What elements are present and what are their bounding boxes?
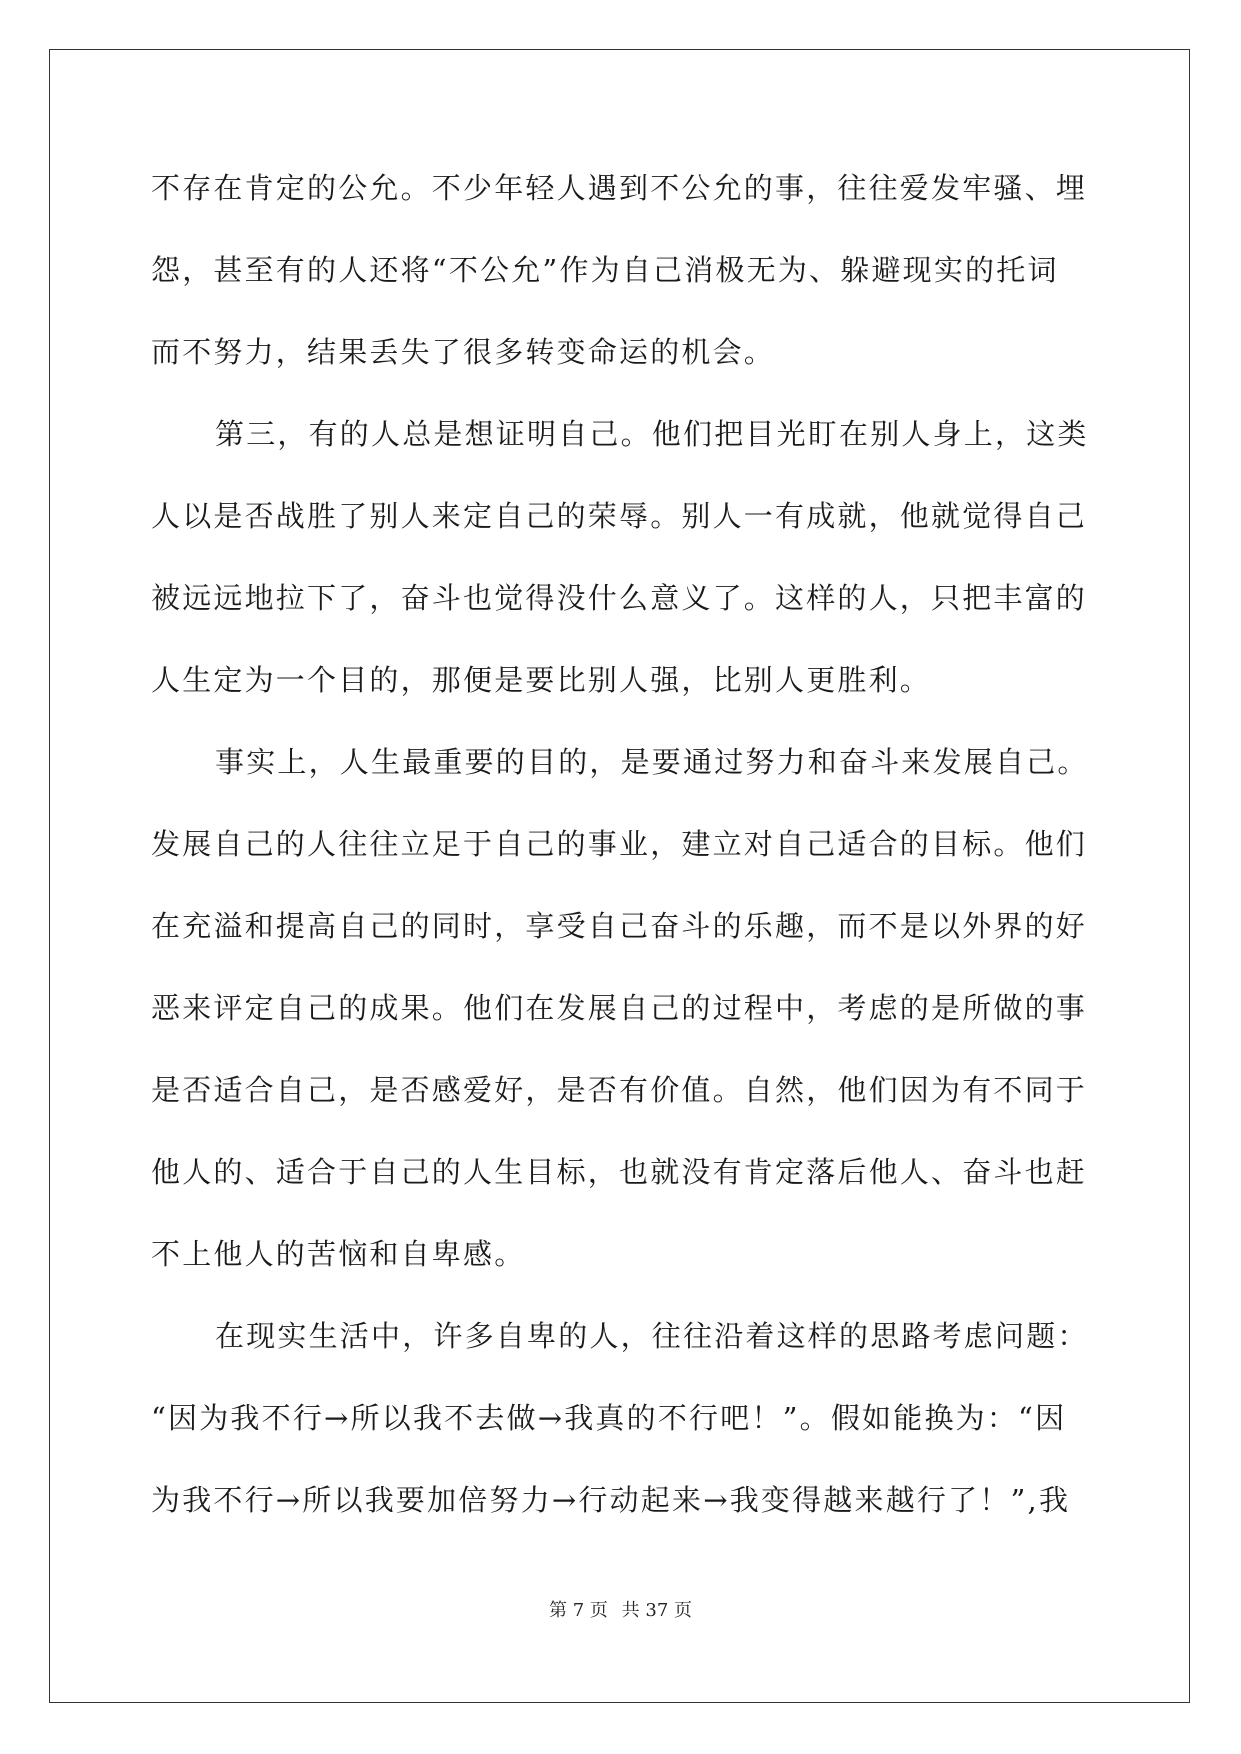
text-line: 在充溢和提高自己的同时，享受自己奋斗的乐趣，而不是以外界的好 bbox=[151, 909, 1088, 943]
paragraph-start-line: 事实上，人生最重要的目的，是要通过努力和奋斗来发展自己。 bbox=[215, 745, 1089, 779]
text-line: 不上他人的苦恼和自卑感。 bbox=[151, 1237, 526, 1271]
text-line: 而不努力，结果丢失了很多转变命运的机会。 bbox=[151, 335, 776, 369]
text-line: 发展自己的人往往立足于自己的事业，建立对自己适合的目标。他们 bbox=[151, 827, 1088, 861]
text-line: 人以是否战胜了别人来定自己的荣辱。别人一有成就，他就觉得自己 bbox=[151, 499, 1088, 533]
paragraph-start-line: 第三，有的人总是想证明自己。他们把目光盯在别人身上，这类 bbox=[215, 417, 1089, 451]
paragraph-start-line: 在现实生活中，许多自卑的人，往往沿着这样的思路考虑问题： bbox=[215, 1319, 1089, 1353]
text-line: “因为我不行→所以我不去做→我真的不行吧！”。假如能换为：“因 bbox=[151, 1401, 1067, 1435]
text-line: 为我不行→所以我要加倍努力→行动起来→我变得越来越行了！”,我 bbox=[151, 1483, 1071, 1517]
text-line: 不存在肯定的公允。不少年轻人遇到不公允的事，往往爱发牢骚、埋 bbox=[151, 171, 1088, 205]
page-total: 共 37 页 bbox=[621, 1600, 692, 1621]
text-line: 恶来评定自己的成果。他们在发展自己的过程中，考虑的是所做的事 bbox=[151, 991, 1088, 1025]
text-line: 怨，甚至有的人还将“不公允”作为自己消极无为、躲避现实的托词 bbox=[151, 253, 1059, 287]
page-number: 第 7 页 bbox=[549, 1600, 608, 1621]
text-line: 人生定为一个目的，那便是要比别人强，比别人更胜利。 bbox=[151, 663, 932, 697]
page-footer bbox=[0, 1596, 1241, 1622]
document-body bbox=[151, 158, 1091, 1552]
text-line: 他人的、适合于自己的人生目标，也就没有肯定落后他人、奋斗也赶 bbox=[151, 1155, 1088, 1189]
text-line: 是否适合自己，是否感爱好，是否有价值。自然，他们因为有不同于 bbox=[151, 1073, 1088, 1107]
text-line: 被远远地拉下了，奋斗也觉得没什么意义了。这样的人，只把丰富的 bbox=[151, 581, 1088, 615]
